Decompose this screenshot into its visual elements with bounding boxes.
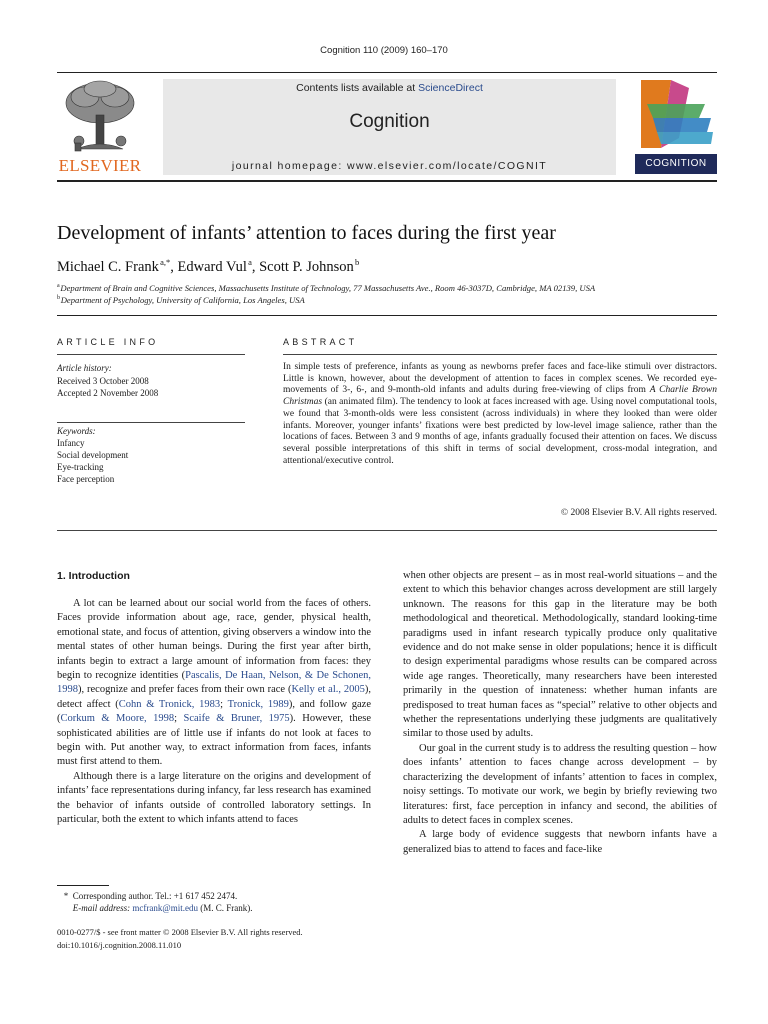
body-paragraph: Our goal in the current study is to address the resulting question – how does infants’ attention to faces change across development – by characterizing the development of infants’ attention to faces in complex, noisy settings. To motivate our work, we begin by briefly reviewing two literatures: first, face perception in infancy and second, the abilities of adults to detect faces in complex scenes. (403, 742, 717, 826)
corresponding-author-note (57, 891, 237, 901)
citation-link[interactable]: Kelly et al., 2005 (291, 684, 365, 696)
abstract-heading: ABSTRACT (283, 337, 358, 347)
paragraph-text: ), and follow gaze ( (57, 698, 372, 725)
body-paragraph: Although there is a large literature on the origins and development of infants’ face representations during infancy, far less research has examined the behavior of infants outside of controlled laboratory settings. In particular, both the extent to which infants attend to faces (57, 770, 371, 826)
email-suffix: (M. C. Frank). (197, 903, 253, 913)
cover-title: COGNITION (635, 154, 717, 174)
article-info-heading: ARTICLE INFO (57, 337, 159, 347)
article-history-label: Article history: (57, 363, 112, 373)
keyword-item: Face perception (57, 474, 115, 484)
copyright-notice: © 2008 Elsevier B.V. All rights reserved. (560, 508, 717, 518)
doi-line[interactable]: doi:10.1016/j.cognition.2008.11.010 (57, 940, 182, 950)
body-paragraph: when other objects are present – as in most real-world situations – and the extent to which this behavior changes across development are still largely unknown. The reasons for this gap in the literature may be both methodological and theoretical. Methodologically, standard looking-time paradigms used in infant research typically produce only qualitative evidence and do not make sense in older populations; hence it is difficult to design experimental paradigms whose results can be compared across wide age ranges. Theoretically, many researchers have been interested primarily in the question of innateness: whether human infants are predisposed to treat human faces as “special” relative to other objects and whether the representations underlying these judgments are qualitatively similar to those used by adults. (403, 570, 717, 740)
abstract-bottom-rule (57, 530, 717, 531)
affiliation-text: Department of Psychology, University of California, Los Angeles, USA (60, 295, 305, 305)
abstract-rule (283, 354, 717, 355)
affiliation (57, 295, 737, 305)
footnote-mark: * (63, 891, 69, 901)
journal-cover-image (635, 74, 717, 174)
body-paragraph: A large body of evidence suggests that newborn infants have a generalized bias to attend to faces and face-like (403, 829, 717, 855)
front-matter-note: 0010-0277/$ - see front matter © 2008 Elsevier B.V. All rights reserved. (57, 927, 303, 937)
author-affiliation-mark[interactable]: a (248, 257, 252, 267)
paragraph-text: ), recognize and prefer faces from their own race ( (78, 684, 292, 696)
affiliation-mark: b (57, 295, 60, 302)
title-rule (57, 315, 717, 316)
keyword-item: Eye-tracking (57, 462, 104, 472)
affiliation-mark: a (57, 283, 60, 290)
elsevier-wordmark: ELSEVIER (58, 156, 142, 175)
email-note (57, 903, 252, 913)
author-affiliation-mark[interactable]: b (355, 257, 360, 267)
article-info-rule (57, 422, 245, 423)
paragraph-text: ), detect affect ( (57, 684, 372, 710)
abstract-part: (an animated film). The tendency to look at faces increased with age. Using novel computational tools, we found that 3-month-olds were less consistent (across individuals) in where they looked than were older infants. Moreover, younger infants’ fixations were best predicted by low-level image salience, rather than the locations of faces. Between 3 and 9 months of age, infants gradually focused their attention on faces. We discuss several possible interpretations of this shift in terms of social development, cross-modal integration, and attentional/executive control. (283, 397, 717, 466)
received-date: Received 3 October 2008 (57, 376, 149, 386)
body-paragraph (57, 597, 371, 770)
citation-link[interactable]: Scaife & Bruner, 1975 (183, 713, 290, 725)
article-title: Development of infants’ attention to faces during the first year (57, 222, 556, 244)
citation-link[interactable]: Pascalis, De Haan, Nelson, & De Schonen, 1998 (57, 670, 371, 696)
journal-name: Cognition (349, 111, 430, 132)
author-affiliation-mark[interactable]: a,* (160, 257, 171, 267)
author-list: Michael C. Frank $^{a,*}$, Edward Vul $^a$, Scott P. Johnson $^b$ (57, 257, 360, 275)
author-name[interactable]: Michael C. Frank (57, 258, 159, 275)
footnote-text: Corresponding author. Tel.: +1 617 452 2474. (72, 891, 238, 901)
sciencedirect-link[interactable]: ScienceDirect (418, 82, 483, 94)
contents-prefix: Contents lists available at (296, 82, 419, 94)
paragraph-text: A lot can be learned about our social world from the faces of others. Faces provide information about age, race, gender, physical health, emotional state, and focus of attention, giving observers a window into the mental states of other human beings. During the first year after birth, infants begin to extract a large amount of information from faces: they begin to recognize identities ( (57, 598, 371, 682)
footnote-rule (57, 885, 109, 886)
affiliation (57, 283, 737, 293)
keyword-item: Infancy (57, 438, 85, 448)
abstract-text (283, 362, 717, 467)
keyword-item: Social development (57, 450, 129, 460)
citation-link[interactable]: Cohn & Tronick, 1983 (118, 698, 221, 710)
body-column-right (403, 569, 717, 857)
accepted-date: Accepted 2 November 2008 (57, 388, 159, 398)
email-label: E-mail address: (72, 903, 133, 913)
citation-link[interactable]: Corkum & Moore, 1998 (60, 713, 175, 725)
journal-citation: Cognition 110 (2009) 160–170 (320, 45, 448, 56)
email-link[interactable]: mcfrank@mit.edu (132, 903, 198, 913)
journal-homepage[interactable]: journal homepage: www.elsevier.com/locate/COGNIT (231, 160, 548, 172)
body-column-left (57, 597, 371, 828)
abstract-part: In simple tests of preference, infants as young as newborns prefer faces and face-like stimuli over distractors. Little is known, however, about the development of attention to faces in complex scenes. We recorded eye-movements of 3-, 6-, and 9-month-old infants and adults during free-viewing of clips from (283, 362, 717, 396)
paragraph-text: ). However, these sophisticated abilities are of little use if infants do not look at faces to begin with. Put another way, to extract information from faces, infants must first attend to them. (57, 713, 371, 768)
contents-line (163, 82, 616, 94)
citation-link[interactable]: Tronick, 1989 (227, 698, 289, 710)
affiliation-text: Department of Brain and Cognitive Sciences, Massachusetts Institute of Technology, 77 Massachusetts Ave., Room 46-3037D, Cambridge, MA 02139, USA (60, 283, 596, 293)
paragraph-text: ; (174, 713, 184, 725)
keywords-label: Keywords: (57, 426, 96, 436)
header-rule-bottom (57, 180, 717, 182)
header-rule-top (57, 72, 717, 73)
film-title: A Charlie Brown Christmas (283, 385, 717, 408)
article-info-rule (57, 354, 245, 355)
author-name[interactable]: Scott P. Johnson (259, 258, 354, 275)
author-name[interactable]: Edward Vul (177, 258, 247, 275)
paragraph-text: ; (220, 698, 228, 710)
section-heading: 1. Introduction (57, 570, 130, 582)
